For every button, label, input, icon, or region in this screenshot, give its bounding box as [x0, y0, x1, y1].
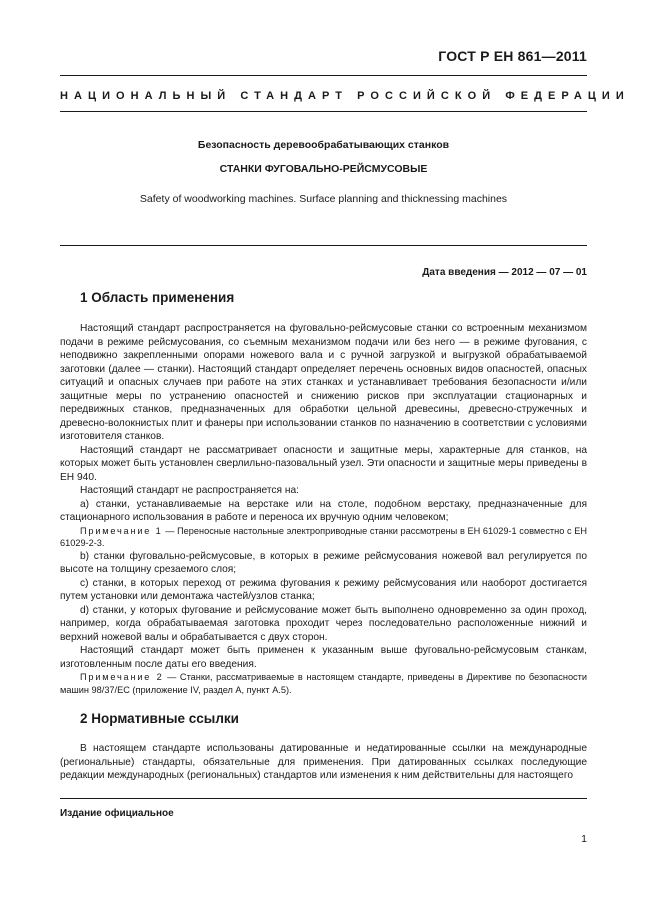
section-1-paragraph-3: Настоящий стандарт не распространяется на: — [80, 485, 300, 496]
note-2-label: Примечание 2 — [80, 672, 164, 682]
list-item-b: b) станки фуговально-рейсмусовые, в которых в режиме рейсмусования ножевой вал регулируется по высоте на толщину срезаемого слоя; — [60, 550, 587, 575]
section-1-body — [60, 322, 587, 696]
note-1-text: — Переносные настольные электроприводные станки рассмотрены в ЕН 61029-1 совместно с ЕН 61029-2-3. — [60, 525, 587, 548]
introduction-date: Дата введения — 2012 — 07 — 01 — [422, 267, 587, 278]
page-number: 1 — [581, 833, 587, 845]
section-2-heading: 2 Нормативные ссылки — [80, 711, 239, 726]
title-english: Safety of woodworking machines. Surface planning and thicknessing machines — [139, 193, 508, 205]
banner-rule — [60, 111, 587, 112]
section-2-paragraph-1: В настоящем стандарте использованы датированные и недатированные ссылки на международные (региональные) стандарты, обязательные для применения. При датированных ссылках последующие редакции международных (региональных) стандартов или изменения к ним действительны для настоящего — [60, 743, 587, 781]
note-1 — [60, 525, 587, 550]
list-item-d: d) станки, у которых фугование и рейсмусование может быть выполнено одновременно за один проход, например, когда обрабатываемая заготовка проходит через последовательно расположенные нижний и верхний ножевой валы и обрабатывается с двух сторон. — [60, 604, 587, 643]
section-2-body — [60, 742, 587, 783]
section-1-heading: 1 Область применения — [80, 290, 235, 305]
standard-code: ГОСТ Р ЕН 861—2011 — [438, 48, 587, 64]
note-1-label: Примечание 1 — [80, 525, 163, 536]
note-2-text: — Станки, рассматриваемые в настоящем стандарте, приведены в Директиве по безопасности машин 98/37/ЕС (приложение IV, раздел А, пункт А.5). — [60, 672, 587, 695]
national-standard-banner: НАЦИОНАЛЬНЫЙ СТАНДАРТ РОССИЙСКОЙ ФЕДЕРАЦИИ — [60, 90, 630, 102]
header-rule — [60, 75, 587, 76]
list-item-a: а) станки, устанавливаемые на верстаке или на столе, подобном верстаку, предназначенные для стационарного использования в работе и переноса их вручную одним человеком; — [60, 498, 587, 523]
official-edition-label: Издание официальное — [60, 808, 174, 819]
section-1-paragraph-4: Настоящий стандарт может быть применен к указанным выше фуговально-рейсмусовым станкам, изготовленным после даты его введения. — [60, 645, 587, 670]
title-rule — [60, 245, 587, 246]
list-item-c: c) станки, в которых переход от режима фугования к режиму рейсмусования или наоборот достигается путем установки или демонтажа частей/узлов станка; — [60, 577, 587, 602]
note-2 — [60, 671, 587, 696]
section-1-paragraph-2: Настоящий стандарт не рассматривает опасности и защитные меры, характерные для станков, на которых может быть установлен сверлильно-пазовальный узел. Эти опасности и защитные меры приведены в ЕН 940. — [60, 444, 587, 483]
footer-rule — [60, 798, 587, 799]
title-line-1: Безопасность деревообрабатывающих станков — [197, 139, 450, 151]
section-1-paragraph-1: Настоящий стандарт распространяется на фуговально-рейсмусовые станки со встроенным механизмом подачи в режиме рейсмусования, со съемным механизмом подачи или без него — в режиме фугования, с неподвижно закрепленными опорами ножевого вала и с ручной загрузкой и выгрузкой обрабатываемой заготовки (далее — станки). Настоящий стандарт определяет перечень основных видов опасностей, опасных ситуаций и опасных случаев при работе на этих станках и устанавливает требования безопасности и/или защитные меры по устранению опасностей и снижению рисков при эксплуатации стационарных и передвижных станков, предназначенных для обработки цельной древесины, древесно-стружечных и древесно-волокнистых плит и фанеры при использовании станков по назначению в соответствии с условиями изготовителя станков. — [60, 323, 587, 442]
title-line-2: СТАНКИ ФУГОВАЛЬНО-РЕЙСМУСОВЫЕ — [219, 163, 428, 175]
